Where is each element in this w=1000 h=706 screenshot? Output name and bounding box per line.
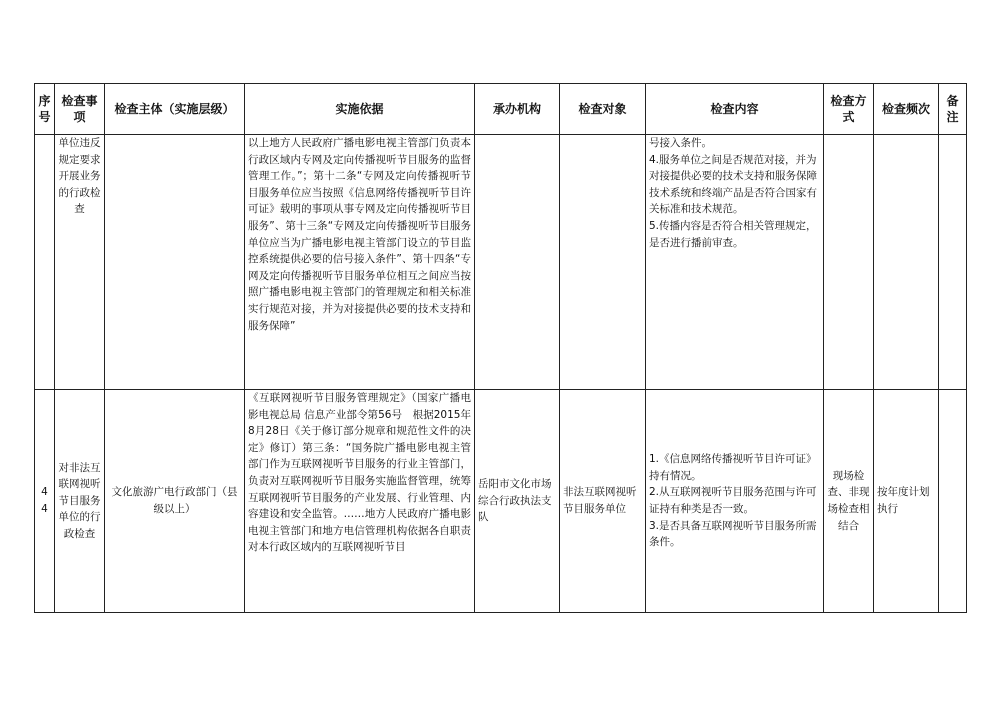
- cell-org: 岳阳市文化市场综合行政执法支队: [475, 390, 560, 613]
- inspection-table: [34, 83, 967, 613]
- cell-seq: 44: [35, 390, 55, 613]
- cell-freq: [874, 135, 939, 390]
- cell-content: 1.《信息网络传播视听节目许可证》持有情况。 2.从互联网视听节目服务范围与许可证持有种类是否一致。 3.是否具备互联网视听节目服务所需条件。: [646, 390, 824, 613]
- cell-content: 号接入条件。 4.服务单位之间是否规范对接，并为对接提供必要的技术支持和服务保障 技术系统和终端产品是否符合国家有关标准和技术规范。 5.传播内容是否符合相关管理规定，是否进行播前审查。: [646, 135, 824, 390]
- cell-org: [475, 135, 560, 390]
- cell-seq: [35, 135, 55, 390]
- cell-method: 现场检查、非现场检查相结合: [824, 390, 874, 613]
- cell-item: 单位违反规定要求开展业务的行政检查: [55, 135, 105, 390]
- header-content: 检查内容: [646, 84, 824, 135]
- header-method: 检查方式: [824, 84, 874, 135]
- cell-basis: 以上地方人民政府广播电影电视主管部门负责本行政区域内专网及定向传播视听节目服务的监督管理工作。”；第十二条“专网及定向传播视听节目服务单位应当按照《信息网络传播视听节目许可证》载明的事项从事专网及定向传播视听节目服务”、第十三条“专网及定向传播视听节目服务单位应当为广播电影电视主管部门设立的节目监控系统提供必要的信号接入条件”、第十四条“专网及定向传播视听节目服务单位相互之间应当按照广播电影电视主管部门的管理规定和相关标准实行规范对接，并为对接提供必要的技术支持和服务保障”: [245, 135, 475, 390]
- header-note: 备注: [939, 84, 967, 135]
- header-freq: 检查频次: [874, 84, 939, 135]
- cell-target: 非法互联网视听节目服务单位: [560, 390, 646, 613]
- header-item: 检查事项: [55, 84, 105, 135]
- cell-basis: 《互联网视听节目服务管理规定》（国家广播电影电视总局 信息产业部令第56号 根据2015年8月28日《关于修订部分规章和规范性文件的决定》修订）第三条：“国务院广播电影电视主管部门作为互联网视听节目服务的行业主管部门，负责对互联网视听节目服务实施监督管理，统筹互联网视听节目服务的产业发展、行业管理、内容建设和安全监管。……地方人民政府广播电影电视主管部门和地方电信管理机构依据各自职责对本行政区域内的互联网视听节目: [245, 390, 475, 613]
- header-org: 承办机构: [475, 84, 560, 135]
- cell-note: [939, 135, 967, 390]
- cell-freq: 按年度计划执行: [874, 390, 939, 613]
- cell-target: [560, 135, 646, 390]
- table-row: [35, 135, 967, 390]
- table-row: [35, 390, 967, 613]
- header-basis: 实施依据: [245, 84, 475, 135]
- header-target: 检查对象: [560, 84, 646, 135]
- header-subject: 检查主体（实施层级）: [105, 84, 245, 135]
- header-row: [35, 84, 967, 135]
- cell-note: [939, 390, 967, 613]
- cell-method: [824, 135, 874, 390]
- cell-subject: 文化旅游广电行政部门（县级以上）: [105, 390, 245, 613]
- cell-subject: [105, 135, 245, 390]
- header-seq: 序号: [35, 84, 55, 135]
- cell-item: 对非法互联网视听节目服务单位的行政检查: [55, 390, 105, 613]
